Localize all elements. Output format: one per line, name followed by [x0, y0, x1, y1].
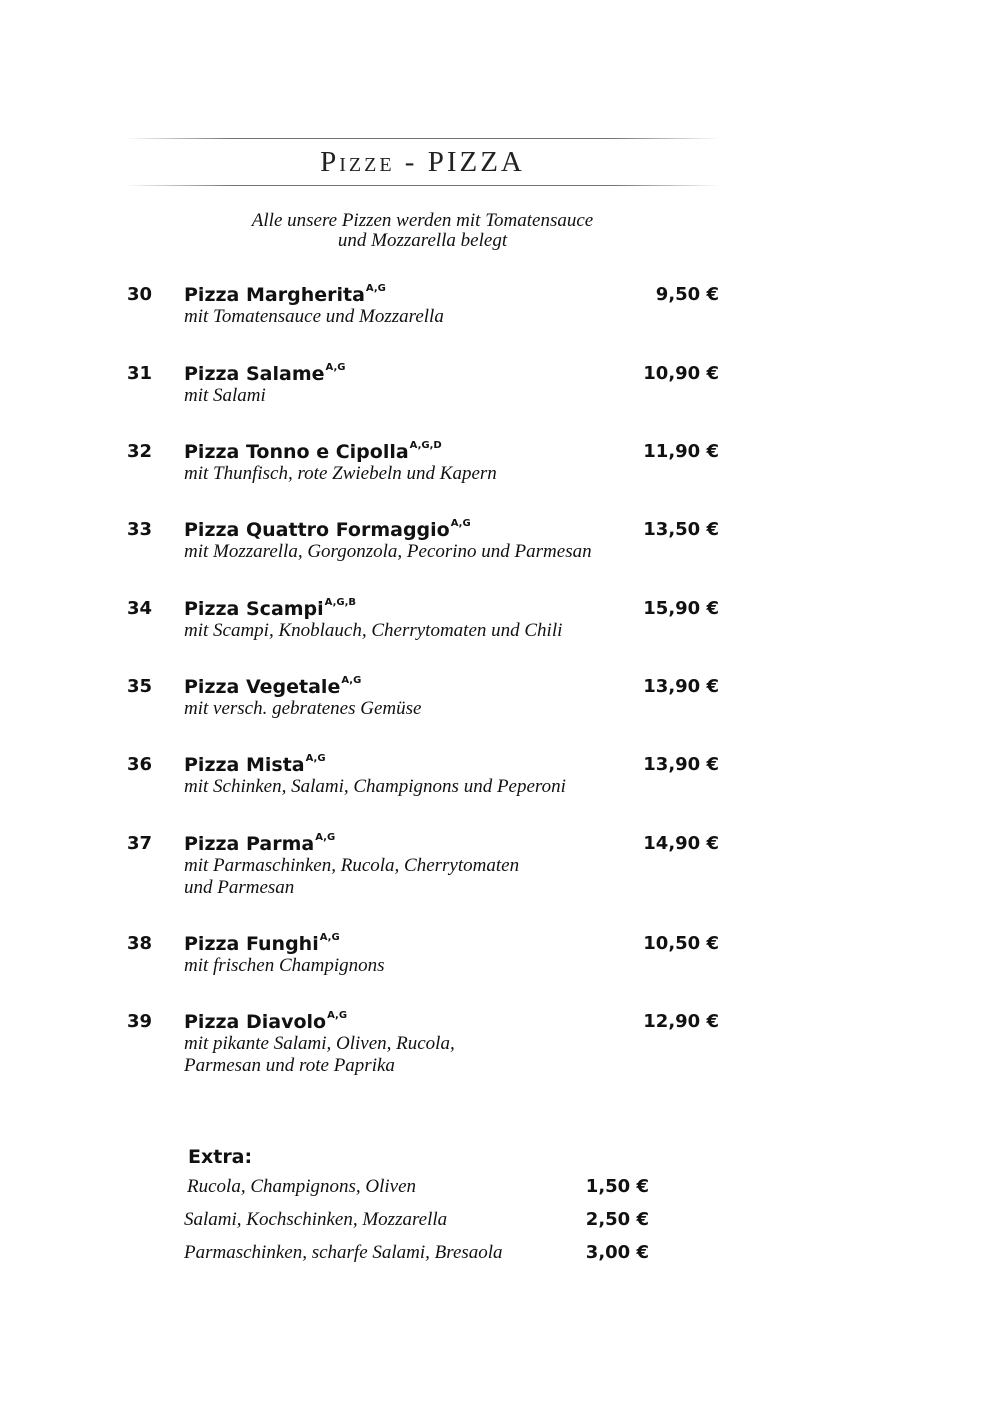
item-price: 9,50 € — [655, 284, 719, 305]
item-name-text: Pizza Salame — [184, 363, 325, 385]
item-description — [184, 1033, 624, 1076]
item-description-line-1: mit Mozzarella, Gorgonzola, Pecorino und Parmesan — [184, 541, 592, 562]
item-number: 34 — [127, 598, 153, 619]
item-price: 10,90 € — [643, 363, 719, 384]
item-name-text: Pizza Parma — [184, 833, 315, 855]
item-number: 30 — [127, 284, 153, 305]
item-price: 13,90 € — [643, 676, 719, 697]
allergen-codes: A,G — [450, 517, 471, 529]
item-name — [184, 754, 326, 776]
extra-row — [184, 1242, 649, 1266]
title-part2: PIZZA — [427, 146, 525, 178]
item-number: 37 — [127, 833, 153, 854]
item-description-line-1: mit Scampi, Knoblauch, Cherrytomaten und Chili — [184, 620, 563, 641]
item-price: 12,90 € — [643, 1011, 719, 1032]
item-name — [184, 1011, 347, 1033]
intro-text — [125, 211, 720, 251]
intro-line-2: und Mozzarella belegt — [337, 230, 508, 251]
title-part1: Pizze — [320, 146, 395, 178]
extra-price: 1,50 € — [585, 1176, 649, 1197]
item-name-text: Pizza Diavolo — [184, 1011, 327, 1033]
item-description — [184, 955, 624, 977]
item-description-line-2: und Parmesan — [184, 876, 295, 898]
page-title — [125, 146, 720, 178]
item-price: 10,50 € — [643, 933, 719, 954]
item-name — [184, 284, 386, 306]
item-price: 14,90 € — [643, 833, 719, 854]
title-rule-top — [125, 138, 720, 139]
item-name-text: Pizza Margherita — [184, 284, 365, 306]
item-description — [184, 855, 624, 898]
item-name — [184, 676, 361, 698]
intro-line-1: Alle unsere Pizzen werden mit Tomatensauce — [251, 210, 594, 231]
item-description — [184, 541, 624, 563]
item-price: 13,90 € — [643, 754, 719, 775]
item-price: 13,50 € — [643, 519, 719, 540]
item-description-line-1: mit Thunfisch, rote Zwiebeln und Kapern — [184, 463, 497, 484]
extra-row — [184, 1209, 649, 1233]
item-name-text: Pizza Tonno e Cipolla — [184, 441, 409, 463]
item-description-line-1: mit Salami — [184, 385, 266, 406]
item-name — [184, 933, 340, 955]
item-name — [184, 519, 471, 541]
allergen-codes: A,G — [365, 282, 386, 294]
allergen-codes: A,G — [319, 931, 340, 943]
item-description-line-1: mit versch. gebratenes Gemüse — [184, 698, 422, 719]
item-name-text: Pizza Quattro Formaggio — [184, 519, 450, 541]
allergen-codes: A,G,D — [409, 439, 442, 451]
item-name-text: Pizza Mista — [184, 754, 305, 776]
item-number: 39 — [127, 1011, 153, 1032]
item-description — [184, 306, 624, 328]
item-description-line-1: mit pikante Salami, Oliven, Rucola, — [184, 1033, 455, 1054]
allergen-codes: A,G,B — [324, 596, 357, 608]
allergen-codes: A,G — [315, 831, 336, 843]
extra-label: Parmaschinken, scharfe Salami, Bresaola — [184, 1242, 503, 1263]
extra-row — [187, 1176, 649, 1200]
item-description — [184, 463, 624, 485]
item-description — [184, 620, 624, 642]
item-description-line-1: mit Schinken, Salami, Champignons und Peperoni — [184, 776, 566, 797]
allergen-codes: A,G — [325, 361, 346, 373]
item-description-line-2: Parmesan und rote Paprika — [184, 1054, 395, 1076]
item-description — [184, 776, 624, 798]
extra-label: Rucola, Champignons, Oliven — [187, 1176, 417, 1197]
extra-price: 2,50 € — [585, 1209, 649, 1230]
item-description — [184, 385, 624, 407]
item-name — [184, 598, 356, 620]
item-name — [184, 441, 442, 463]
item-number: 31 — [127, 363, 153, 384]
item-number: 36 — [127, 754, 153, 775]
title-separator: - — [394, 146, 428, 178]
item-number: 33 — [127, 519, 153, 540]
allergen-codes: A,G — [305, 752, 326, 764]
item-number: 35 — [127, 676, 153, 697]
item-name-text: Pizza Funghi — [184, 933, 319, 955]
item-name — [184, 833, 335, 855]
item-number: 38 — [127, 933, 153, 954]
item-description-line-1: mit Tomatensauce und Mozzarella — [184, 306, 444, 327]
item-number: 32 — [127, 441, 153, 462]
extra-price: 3,00 € — [585, 1242, 649, 1263]
item-description — [184, 698, 624, 720]
item-price: 15,90 € — [643, 598, 719, 619]
allergen-codes: A,G — [327, 1009, 348, 1021]
extra-label: Salami, Kochschinken, Mozzarella — [184, 1209, 448, 1230]
item-name-text: Pizza Vegetale — [184, 676, 341, 698]
item-price: 11,90 € — [643, 441, 719, 462]
allergen-codes: A,G — [341, 674, 362, 686]
extras-title: Extra: — [188, 1146, 253, 1168]
item-name-text: Pizza Scampi — [184, 598, 324, 620]
item-description-line-1: mit Parmaschinken, Rucola, Cherrytomaten — [184, 855, 520, 876]
title-rule-bottom — [125, 185, 720, 186]
item-name — [184, 363, 345, 385]
item-description-line-1: mit frischen Champignons — [184, 955, 385, 976]
